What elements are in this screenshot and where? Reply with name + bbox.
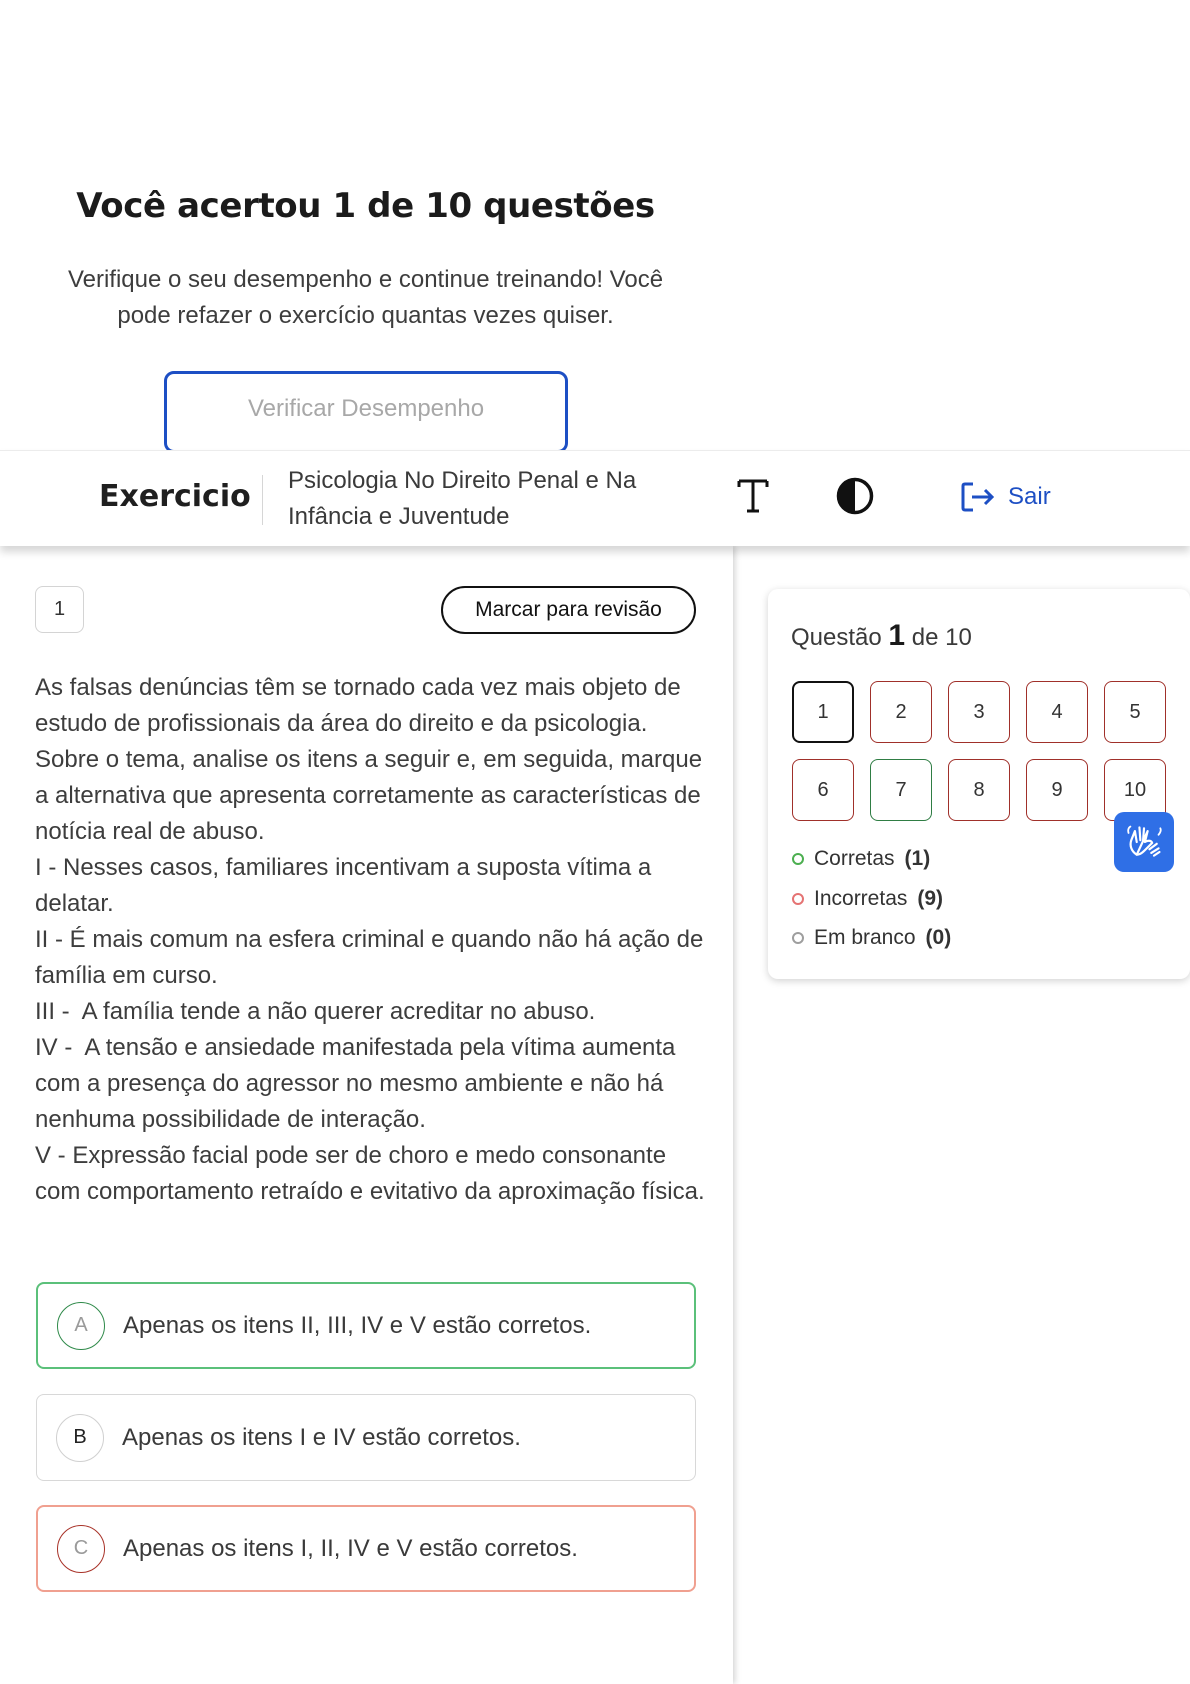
question-button-10[interactable]: 10 — [1104, 759, 1166, 821]
legend-wrong — [792, 887, 943, 911]
legend-correct-label: Corretas — [814, 847, 895, 870]
course-title: Psicologia No Direito Penal e Na Infância e Juventude — [288, 467, 637, 530]
legend-blank-count: (0) — [925, 926, 952, 949]
header-divider — [262, 475, 263, 525]
option-letter: A — [57, 1302, 105, 1350]
question-number: 1 — [35, 586, 84, 633]
text-size-icon[interactable] — [735, 473, 771, 517]
option-text: Apenas os itens I, II, IV e V estão corretos. — [123, 1534, 578, 1562]
top-bar — [0, 450, 1190, 546]
statement-item-2: II - É mais comum na esfera criminal e quando não há ação de família em curso. — [35, 926, 711, 989]
question-navigator — [768, 589, 1190, 979]
option-text: Apenas os itens I e IV estão corretos. — [122, 1423, 521, 1451]
navigator-current: 1 — [888, 619, 906, 652]
legend-wrong-label: Incorretas — [814, 887, 908, 910]
question-button-4[interactable]: 4 — [1026, 681, 1088, 743]
question-button-9[interactable]: 9 — [1026, 759, 1088, 821]
verify-performance-button[interactable]: Verificar Desempenho — [164, 371, 568, 453]
option-text: Apenas os itens II, III, IV e V estão corretos. — [123, 1311, 592, 1339]
option-b[interactable] — [36, 1394, 696, 1481]
statement-item-1: I - Nesses casos, familiares incentivam a suposta vítima a delatar. — [35, 854, 658, 917]
contrast-icon[interactable] — [835, 476, 875, 516]
navigator-prefix: Questão — [791, 624, 882, 651]
question-button-2[interactable]: 2 — [870, 681, 932, 743]
legend-wrong-count: (9) — [917, 887, 944, 910]
legend-blank-label: Em branco — [814, 926, 916, 949]
brand-title: Exercicio — [99, 479, 251, 514]
option-letter: B — [56, 1414, 104, 1462]
question-button-3[interactable]: 3 — [948, 681, 1010, 743]
logout-label: Sair — [1008, 483, 1051, 510]
result-summary — [0, 0, 731, 450]
correct-dot-icon — [792, 853, 804, 865]
result-message: Verifique o seu desempenho e continue treinando! Você pode refazer o exercício quantas vezes quiser. — [67, 266, 664, 329]
statement-intro: As falsas denúncias têm se tornado cada vez mais objeto de estudo de profissionais da área do direito e da psicologia. Sobre o tema, analise os itens a seguir e, em seguida, marque a alternativa que apresenta corretamente as características de notícia real de abuso. — [35, 674, 709, 845]
blank-dot-icon — [792, 932, 804, 944]
wrong-dot-icon — [792, 893, 804, 905]
statement-item-4: IV - A tensão e ansiedade manifestada pela vítima aumenta com a presença do agressor no mesmo ambiente e não há nenhuma possibilidade de interação. — [35, 1034, 683, 1133]
result-title: Você acertou 1 de 10 questões — [76, 186, 655, 226]
question-statement — [35, 670, 711, 1210]
option-c[interactable] — [36, 1505, 696, 1592]
question-button-5[interactable]: 5 — [1104, 681, 1166, 743]
legend-blank — [792, 926, 951, 950]
navigator-suffix: de 10 — [911, 624, 972, 651]
option-a[interactable] — [36, 1282, 696, 1369]
statement-item-5: V - Expressão facial pode ser de choro e medo consonante com comportamento retraído e evitativo da aproximação física. — [35, 1142, 705, 1205]
logout-button[interactable] — [960, 481, 1051, 513]
hands-icon — [1124, 822, 1164, 862]
option-letter: C — [57, 1525, 105, 1573]
question-button-8[interactable]: 8 — [948, 759, 1010, 821]
mark-for-review-button[interactable]: Marcar para revisão — [441, 586, 696, 634]
logout-icon — [960, 481, 996, 513]
statement-item-3: III - A família tende a não querer acreditar no abuso. — [35, 998, 596, 1025]
question-button-7[interactable]: 7 — [870, 759, 932, 821]
question-panel — [0, 546, 733, 1684]
legend-correct-count: (1) — [904, 847, 931, 870]
legend-correct — [792, 847, 930, 871]
question-button-1[interactable]: 1 — [792, 681, 854, 743]
question-button-6[interactable]: 6 — [792, 759, 854, 821]
navigator-title — [791, 619, 972, 653]
sign-language-button[interactable] — [1114, 812, 1174, 872]
